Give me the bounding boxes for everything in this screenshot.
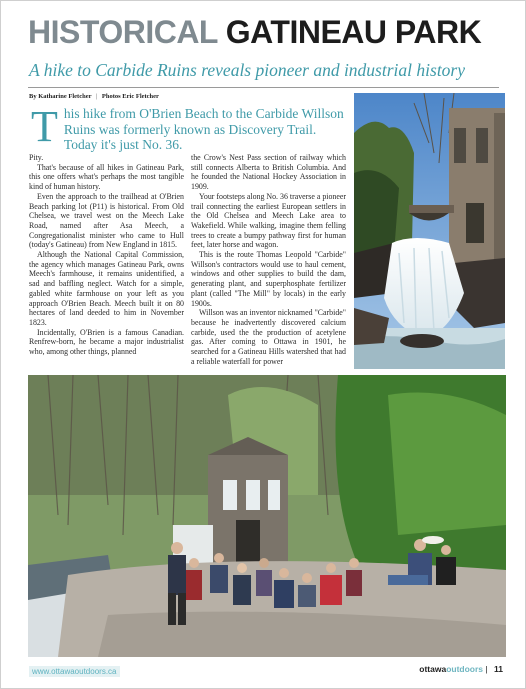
byline-author: By Katharine Fletcher [29,93,92,100]
paragraph: Even the approach to the trailhead at O'Brien Beach parking lot (P11) is historical. From Old Chelsea, we travel west on the Meech Lake Road, named after Asa Meech, a Congregationalist minister who came to Hull (today's Gatineau) from New England in 1815. [29,191,184,250]
deck-subtitle: A hike to Carbide Ruins reveals pioneer and industrial history [29,60,466,80]
body-column-1 [29,153,184,357]
paragraph: Willson was an inventor nicknamed "Carbide" because he inadvertently discovered calcium carbide, used the the production of acetylene gas. After coming to Ottawa in 1901, he searched for a Gatineau Hills watershed that had a reliable waterfall for power [191,308,346,366]
byline-separator: | [95,93,98,100]
paragraph: This is the route Thomas Leopold "Carbide" Willson's contractors would use to haul cement, windows and other supplies to build the dam, generating plant, and superphosphate fertilizer plant (called "The Mill" by locals) in the early 1900s. [191,250,346,308]
headline-part2: GATINEAU PARK [225,14,482,50]
body-column-2 [191,153,346,366]
waterfall-ruins-photo [354,93,505,369]
paragraph: That's because of all hikes in Gatineau Park, this one offers what's perhaps the most tangible kind of human history. [29,162,184,192]
drop-cap: T [31,102,58,151]
lede-text: his hike from O'Brien Beach to the Carbide Willson Ruins was formerly known as Discovery Trail. Today it's just No. 36. [63,106,344,152]
paragraph: Your footsteps along No. 36 traverse a pioneer trail connecting the earliest European settlers in the Old Chelsea and Meech Lake area to Wakefield. While walking, imagine them felling trees to create a bumpy pathway first for human feet, later horse and wagon. [191,191,346,250]
headline-part1: HISTORICAL [28,14,218,50]
footer-brand [419,664,503,674]
hikers-group-photo [28,375,506,657]
paragraph: Although the National Capital Commission, the agency which manages Gatineau Park, owns Meech's farmhouse, it remains unidentified, a sad and baffling neglect. Watch for a simple, gabled white farmhouse on your left as you approach O'Brien Beach. Meech built it on 80 hectares of land deeded to him in November 1823. [29,250,184,327]
headline [28,13,498,51]
paragraph: Pity. [29,153,44,162]
paragraph: Incidentally, O'Brien is a famous Canadian. Renfrew-born, he became a major industrialist who, among other things, planned [29,327,184,357]
footer-url[interactable]: www.ottawaoutdoors.ca [29,666,120,677]
header-rule [28,87,499,88]
byline-photos: Photos Eric Fletcher [101,93,159,100]
footer-brand-part1: ottawa [419,664,447,674]
page-number: 11 [494,664,503,674]
footer-separator: | [485,664,488,674]
byline [29,93,159,100]
footer-brand-part2: outdoors [446,664,484,674]
paragraph: the Crow's Nest Pass section of railway which still connects Alberta to British Columbia. And he founded the National Hockey Association in 1909. [191,153,346,192]
